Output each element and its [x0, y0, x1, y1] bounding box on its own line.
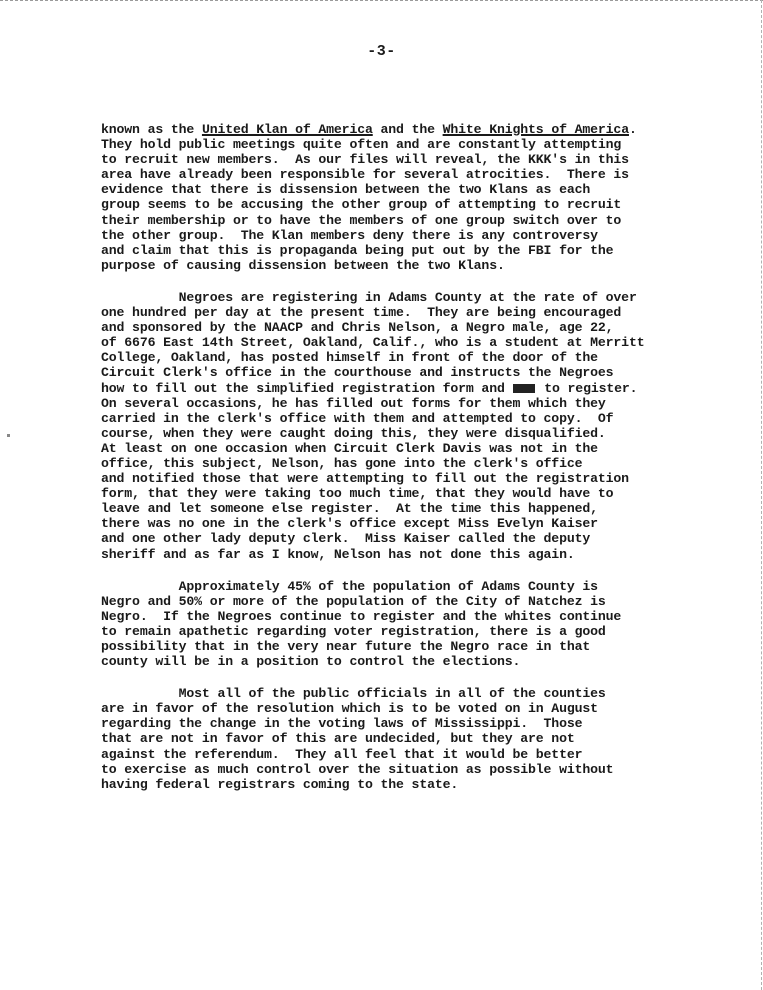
text-line: [101, 639, 741, 654]
text-run: having federal registrars coming to the state.: [101, 776, 459, 792]
text-line: [101, 258, 741, 273]
text-line: [101, 777, 741, 792]
text-run: to register.: [536, 380, 638, 396]
text-run: They hold public meetings quite often and are constantly attempting: [101, 137, 622, 153]
text-run: their membership or to have the members of one group switch over to: [101, 212, 622, 228]
text-run: and the: [372, 122, 443, 137]
text-run: and one other lady deputy clerk. Miss Kaiser called the deputy: [101, 531, 591, 547]
text-run: to exercise as much control over the situation as possible without: [101, 761, 614, 777]
text-line: [101, 426, 741, 441]
text-line: [101, 516, 741, 531]
text-line: [101, 594, 741, 609]
text-run: course, when they were caught doing this, they were disqualified.: [101, 425, 606, 441]
text-run: how to fill out the simplified registration form and: [101, 380, 513, 396]
text-run: evidence that there is dissension between the two Klans as each: [101, 182, 591, 198]
text-line: [101, 152, 741, 167]
text-line: [101, 305, 741, 320]
text-run: possibility that in the very near future the Negro race in that: [101, 639, 591, 654]
paragraph-gap: [101, 562, 741, 579]
text-line: [101, 456, 741, 471]
text-line: [101, 501, 741, 516]
text-run: leave and let someone else register. At the time this happened,: [101, 501, 598, 517]
text-line: [101, 609, 741, 624]
paragraph-gap: [101, 273, 741, 290]
text-line: [101, 579, 741, 594]
underlined-organization-name: United Klan of America: [201, 122, 373, 137]
text-line: [101, 716, 741, 731]
text-run: College, Oakland, has posted himself in front of the door of the: [101, 350, 598, 366]
text-run: to recruit new members. As our files will reveal, the KKK's in this: [101, 152, 629, 168]
text-run: and claim that this is propaganda being put out by the FBI for the: [101, 242, 614, 258]
text-line: [101, 686, 741, 701]
text-run: form, that they were taking too much time, that they would have to: [101, 486, 614, 502]
text-line: [101, 197, 741, 212]
text-line: [101, 747, 741, 762]
text-run: to remain apathetic regarding voter registration, there is a good: [101, 623, 606, 639]
text-line: [101, 228, 741, 243]
text-run: group seems to be accusing the other group of attempting to recruit: [101, 197, 622, 213]
text-line: [101, 290, 741, 305]
paragraph: [101, 290, 741, 562]
text-line: [101, 731, 741, 746]
text-line: [101, 381, 741, 396]
text-line: [101, 471, 741, 486]
text-run: regarding the change in the voting laws of Mississippi. Those: [101, 716, 583, 732]
text-run: Circuit Clerk's office in the courthouse and instructs the Negroes: [101, 365, 614, 381]
text-run: .: [628, 122, 637, 137]
text-run: Most all of the public officials in all of the counties: [101, 686, 606, 702]
text-run: At least on one occasion when Circuit Clerk Davis was not in the: [101, 440, 598, 456]
text-line: [101, 167, 741, 182]
text-run: one hundred per day at the present time. They are being encouraged: [101, 305, 622, 321]
underlined-organization-name: White Knights of America: [442, 122, 629, 137]
text-line: [101, 531, 741, 546]
text-line: [101, 396, 741, 411]
text-line: [101, 547, 741, 562]
text-run: and sponsored by the NAACP and Chris Nelson, a Negro male, age 22,: [101, 320, 614, 336]
scan-speck: [7, 434, 10, 437]
text-line: [101, 243, 741, 258]
text-line: [101, 365, 741, 380]
text-run: Approximately 45% of the population of Adams County is: [101, 578, 598, 594]
text-line: [101, 137, 741, 152]
document-body: [101, 122, 741, 792]
text-run: sheriff and as far as I know, Nelson has not done this again.: [101, 546, 575, 562]
text-line: [101, 486, 741, 501]
paragraph: [101, 579, 741, 670]
scan-border-top: [0, 0, 763, 1]
text-run: there was no one in the clerk's office except Miss Evelyn Kaiser: [101, 516, 598, 532]
text-line: [101, 624, 741, 639]
text-line: [101, 762, 741, 777]
text-line: [101, 335, 741, 350]
text-line: [101, 411, 741, 426]
text-run: area have already been responsible for several atrocities. There is: [101, 167, 629, 183]
text-line: [101, 122, 741, 137]
text-run: county will be in a position to control the elections.: [101, 654, 521, 670]
text-run: the other group. The Klan members deny there is any controversy: [101, 227, 598, 243]
ink-blot: [513, 384, 535, 393]
paragraph: [101, 686, 741, 792]
text-run: Negro. If the Negroes continue to register and the whites continue: [101, 608, 622, 624]
text-run: Negro and 50% or more of the population of the City of Natchez is: [101, 593, 606, 609]
text-line: [101, 441, 741, 456]
text-run: that are not in favor of this are undecided, but they are not: [101, 731, 575, 747]
page-number: -3-: [367, 43, 396, 60]
text-run: Negroes are registering in Adams County at the rate of over: [101, 289, 637, 305]
text-line: [101, 213, 741, 228]
text-run: of 6676 East 14th Street, Oakland, Calif., who is a student at Merritt: [101, 335, 645, 351]
text-run: purpose of causing dissension between the two Klans.: [101, 257, 505, 273]
text-line: [101, 350, 741, 365]
text-line: [101, 320, 741, 335]
text-run: known as the: [101, 122, 202, 137]
text-run: against the referendum. They all feel that it would be better: [101, 746, 583, 762]
text-run: carried in the clerk's office with them and attempted to copy. Of: [101, 410, 614, 426]
text-line: [101, 182, 741, 197]
paragraph-gap: [101, 669, 741, 686]
paragraph: [101, 122, 741, 273]
text-run: On several occasions, he has filled out forms for them which they: [101, 395, 606, 411]
scan-border-right: [761, 0, 762, 990]
text-run: and notified those that were attempting to fill out the registration: [101, 471, 629, 487]
text-line: [101, 654, 741, 669]
text-run: are in favor of the resolution which is to be voted on in August: [101, 701, 598, 717]
text-line: [101, 701, 741, 716]
text-run: office, this subject, Nelson, has gone into the clerk's office: [101, 455, 583, 471]
